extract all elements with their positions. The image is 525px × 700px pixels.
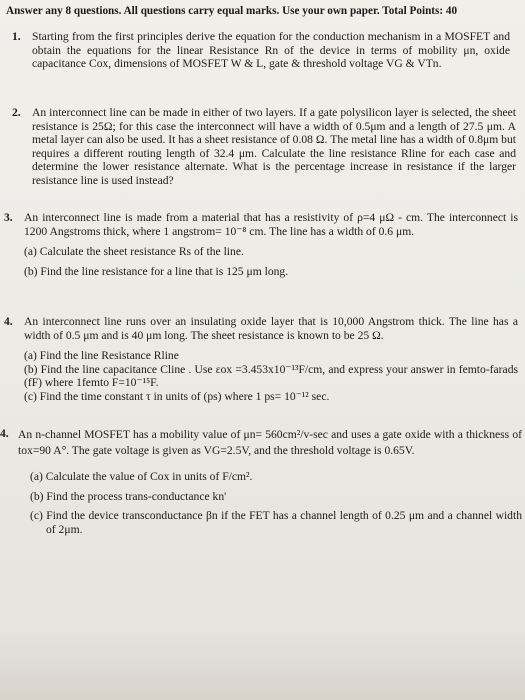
question-number: 4. — [4, 315, 13, 328]
question-number: 3. — [4, 211, 13, 224]
question-text: An interconnect line runs over an insulating oxide layer that is 10,000 Angstrom thick. The line has a width of 0.5 μm and is 40 μm long. The sheet resistance is known to be 25 Ω. — [24, 315, 518, 342]
question-2 — [12, 106, 516, 188]
question-number: 1. — [12, 30, 21, 43]
question-number: 4. — [0, 427, 9, 440]
question-4 — [4, 315, 518, 404]
exam-instructions: Answer any 8 questions. All questions carry equal marks. Use your own paper. Total Points: 40 — [6, 5, 458, 17]
question-text: Starting from the first principles derive the equation for the conduction mechanism in a MOSFET and obtain the equations for the linear Resistance Rn of the device in terms of mobility μn, oxide capacitance Cox, dimensions of MOSFET W & L, gate & threshold voltage VG & VTn. — [32, 30, 510, 71]
question-part: (a) Calculate the sheet resistance Rs of the line. — [24, 245, 244, 259]
question-part: (a) Calculate the value of Cox in units of F/cm². — [30, 470, 253, 483]
page-shadow — [0, 630, 525, 700]
question-part: (b) Find the line capacitance Cline . Use εox =3.453x10⁻¹³F/cm, and express your answer in femto-farads (fF) where 1femto F=10⁻¹⁵F. — [24, 362, 518, 390]
question-text: An interconnect line can be made in either of two layers. If a gate polysilicon layer is selected, the sheet resistance is 25Ω; for this case the interconnect will have a width of 0.5μm and a length of 27.5 μm. A metal layer can also be used. It has a sheet resistance of 0.08 Ω. The metal line has a width of 0.8μm but requires a different routing length of 32.4 μm. Calculate the line resistance Rline for each case and determine the lower resistance alternate. What is the percentage increase in resistance if the larger resistance line is used instead? — [32, 106, 516, 187]
question-part: (c) Find the time constant τ in units of (ps) where 1 ps= 10⁻¹² sec. — [24, 389, 330, 403]
question-number: 2. — [12, 106, 21, 119]
question-1 — [12, 30, 510, 71]
question-5 — [0, 427, 522, 542]
question-text: An n-channel MOSFET has a mobility value of μn= 560cm²/v-sec and uses a gate oxide with a thickness of tox=90 A°. The gate voltage is given as VG=2.5V, and the threshold voltage is 0.65V. — [18, 428, 522, 457]
question-text: An interconnect line is made from a material that has a resistivity of ρ=4 μΩ - cm. The interconnect is 1200 Angstroms thick, where 1 angstrom= 10⁻⁸ cm. The line has a width of 0.6 μm. — [24, 211, 518, 238]
question-part: (b) Find the process trans-conductance kn' — [30, 489, 227, 503]
question-3 — [4, 211, 518, 284]
question-part: (a) Find the line Resistance Rline — [24, 349, 179, 363]
question-part: (b) Find the line resistance for a line that is 125 μm long. — [24, 264, 289, 278]
question-part: (c) Find the device transconductance βn if the FET has a channel length of 0.25 μm and a channel width of 2μm. — [30, 509, 522, 536]
